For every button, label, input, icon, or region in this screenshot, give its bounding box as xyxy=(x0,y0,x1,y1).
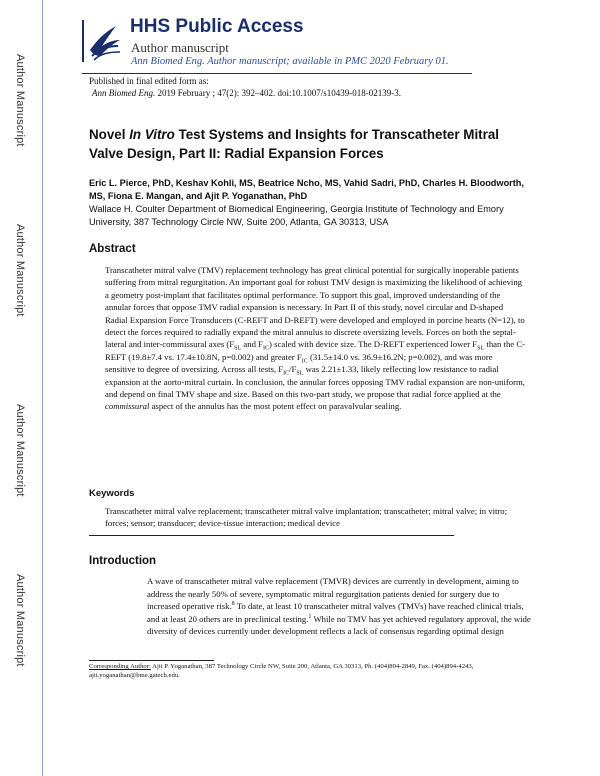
affiliation: Wallace H. Coulter Department of Biomedical Engineering, Georgia Institute of Technology and Emory University, 387 Technology Circle NW, Suite 200, Atlanta, GA 30313, USA xyxy=(89,204,504,227)
availability-detail: Ann Biomed Eng. Author manuscript; available in PMC 2020 February 01. xyxy=(131,56,449,67)
introduction-heading: Introduction xyxy=(89,555,157,567)
author-manuscript-label: Author manuscript xyxy=(131,40,229,55)
journal-name: Ann Biomed Eng. xyxy=(92,88,156,98)
hhs-eagle-logo-icon xyxy=(82,20,126,62)
published-label: Published in final edited form as: xyxy=(89,76,209,86)
abstract-text: Transcatheter mitral valve (TMV) replacement technology has great clinical potential for surgically inoperable patients suffering from mitral regurgitation. An important goal for robust TMV design is maximizing the likelihood of achieving a geometry post-implant that facilitates optimal performance. To support this goal, improved understanding of the annular forces that oppose TMV radial expansion is necessary. In Part II of this study, novel circular and D-shaped Radial Expansion Force Transducers (C-REFT and D-REFT) were developed and employed in porcine hearts (N=12), to detect the forces required to radially expand the mitral annulus to discrete oversizing levels. Forces on both the septal-lateral and inter-commissural axes ($F_{SL}$ and $F_{IC}$) scaled with device size. The D-REFT experienced lower $F_{SL}$ than the C-REFT (19.8±7.4 vs. 17.4±10.8N, p=0.002) and greater $F_{IC}$ (31.5±14.0 vs. 36.9±16.2N; p=0.002), and was more sensitive to degree of oversizing. Across all tests, $F_{IC}/F_{SL}$ was 2.21±1.33, likely reflecting low resistance to radial expansion at the aorto-mitral curtain. In conclusion, the annular forces opposing TMV radial expansion are non-uniform, and depend on final TMV shape and size. Based on this two-part study, we propose that radial force applied at the commissural aspect of the annulus has the most potent effect on paravalvular sealing. xyxy=(105,265,526,412)
side-label-4: Author Manuscript xyxy=(14,573,26,667)
keywords-rule xyxy=(89,535,454,536)
side-label-1: Author Manuscript xyxy=(14,53,26,147)
author-list: Eric L. Pierce, PhD, Keshav Kohli, MS, Beatrice Ncho, MS, Vahid Sadri, PhD, Charles H. Bloodworth, MS, Fiona E. Mangan, and Ajit P. Yoganathan, PhD xyxy=(89,178,524,201)
corresponding-author-footnote: Corresponding Author: Ajit P. Yoganathan, 387 Technology Circle NW, Suite 200, Atlanta, GA 30313, Ph. (404)894-2849, Fax. (404)894-4243, ajit.yoganathan@bme.gatech.edu. xyxy=(89,663,474,679)
header-rule xyxy=(82,73,472,74)
footnote-label: Corresponding Author: xyxy=(89,663,151,670)
abstract-heading: Abstract xyxy=(89,243,136,255)
article-title: Novel In Vitro Test Systems and Insights for Transcatheter Mitral Valve Design, Part II: Radial Expansion Forces xyxy=(89,127,500,161)
citation-line xyxy=(92,88,401,98)
citation-detail: 2019 February ; 47(2): 392–402. doi:10.1007/s10439-018-02139-3. xyxy=(155,88,401,98)
keywords-heading: Keywords xyxy=(89,488,135,499)
citation-ref-8: 8 xyxy=(231,601,235,608)
side-label-3: Author Manuscript xyxy=(14,403,26,497)
side-rule xyxy=(42,0,43,776)
introduction-text: A wave of transcatheter mitral valve replacement (TMVR) devices are currently in development, aiming to address the nearly 50% of severe, symptomatic mitral regurgitation patients denied for surgery due to increased operative risk.$^8$ To date, at least 10 transcatheter mitral valves (TMVs) have reached clinical trials, and at least 20 others are in preclinical testing.$^1$ While no TMV has yet achieved regulatory approval, the wide diversity of devices currently under development reflects a lack of consensus regarding optimal design xyxy=(147,576,531,637)
footnote-rule xyxy=(89,660,214,661)
side-label-2: Author Manuscript xyxy=(14,223,26,317)
hhs-title: HHS Public Access xyxy=(130,16,304,37)
citation-ref-1: 1 xyxy=(308,613,312,620)
keywords-text: Transcatheter mitral valve replacement; transcatheter mitral valve implantation; transcatheter; mitral valve; in vitro; forces; sensor; transducer; device-tissue interaction; medical device xyxy=(105,506,508,529)
